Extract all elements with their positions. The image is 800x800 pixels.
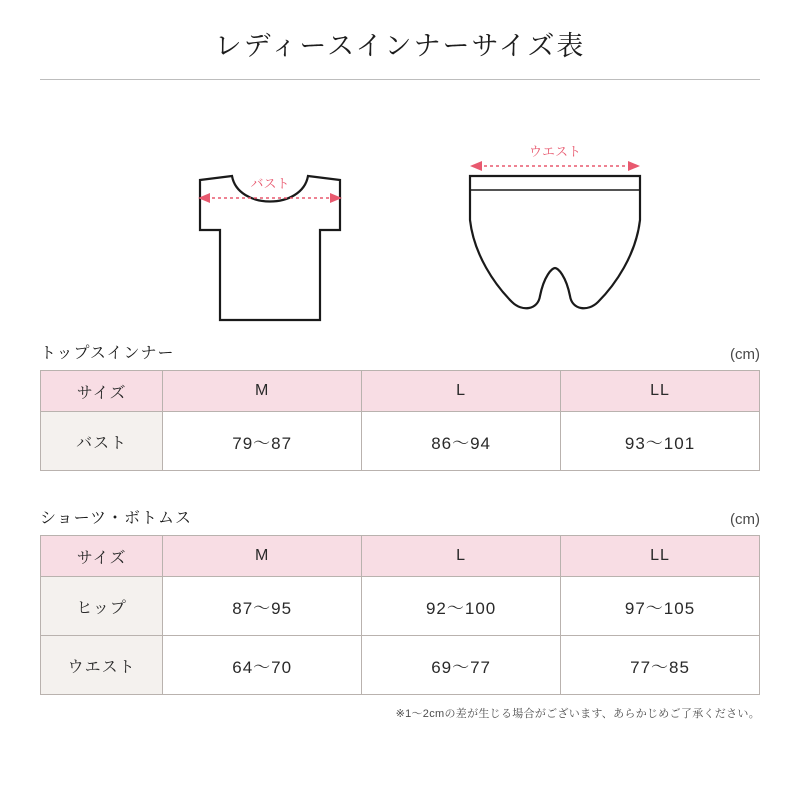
cell-hip-l: 92〜100 <box>362 577 561 636</box>
waist-label: ウエスト <box>528 144 582 159</box>
column-header-ll: LL <box>561 536 760 577</box>
bottoms-size-table <box>40 535 760 695</box>
cell-hip-m: 87〜95 <box>163 577 362 636</box>
tops-size-table <box>40 370 760 471</box>
table-header-row <box>41 536 760 577</box>
shorts-illustration <box>470 176 640 308</box>
waist-measure-arrow <box>470 144 640 171</box>
cell-waist-l: 69〜77 <box>362 636 561 695</box>
table-header-row <box>41 371 760 412</box>
garment-illustrations <box>0 80 800 340</box>
section-tops-unit: (cm) <box>730 346 760 363</box>
title-block <box>0 0 800 80</box>
column-header-ll: LL <box>561 371 760 412</box>
column-header-m: M <box>163 536 362 577</box>
row-label-hip: ヒップ <box>41 577 163 636</box>
section-spacer <box>0 471 800 505</box>
cell-bust-l: 86〜94 <box>362 412 561 471</box>
section-bottoms-unit: (cm) <box>730 511 760 528</box>
column-header-size: サイズ <box>41 536 163 577</box>
table-row <box>41 636 760 695</box>
bust-label: バスト <box>250 176 290 191</box>
table-row <box>41 577 760 636</box>
section-tops <box>40 340 760 471</box>
cell-waist-m: 64〜70 <box>163 636 362 695</box>
cell-hip-ll: 97〜105 <box>561 577 760 636</box>
section-bottoms-header <box>40 505 760 535</box>
row-label-bust: バスト <box>41 412 163 471</box>
row-label-waist: ウエスト <box>41 636 163 695</box>
section-bottoms <box>40 505 760 695</box>
column-header-l: L <box>362 371 561 412</box>
footnote: ※1〜2cmの差が生じる場合がございます、あらかじめご了承ください。 <box>395 708 760 720</box>
cell-bust-ll: 93〜101 <box>561 412 760 471</box>
table-row <box>41 412 760 471</box>
illustration-area <box>0 80 800 340</box>
bust-measure-arrow <box>198 176 342 203</box>
column-header-m: M <box>163 371 362 412</box>
section-bottoms-label: ショーツ・ボトムス <box>40 510 193 527</box>
column-header-l: L <box>362 536 561 577</box>
section-tops-label: トップスインナー <box>40 345 175 362</box>
section-tops-header <box>40 340 760 370</box>
column-header-size: サイズ <box>41 371 163 412</box>
page-title: レディースインナーサイズ表 <box>214 31 586 61</box>
cell-bust-m: 79〜87 <box>163 412 362 471</box>
cell-waist-ll: 77〜85 <box>561 636 760 695</box>
